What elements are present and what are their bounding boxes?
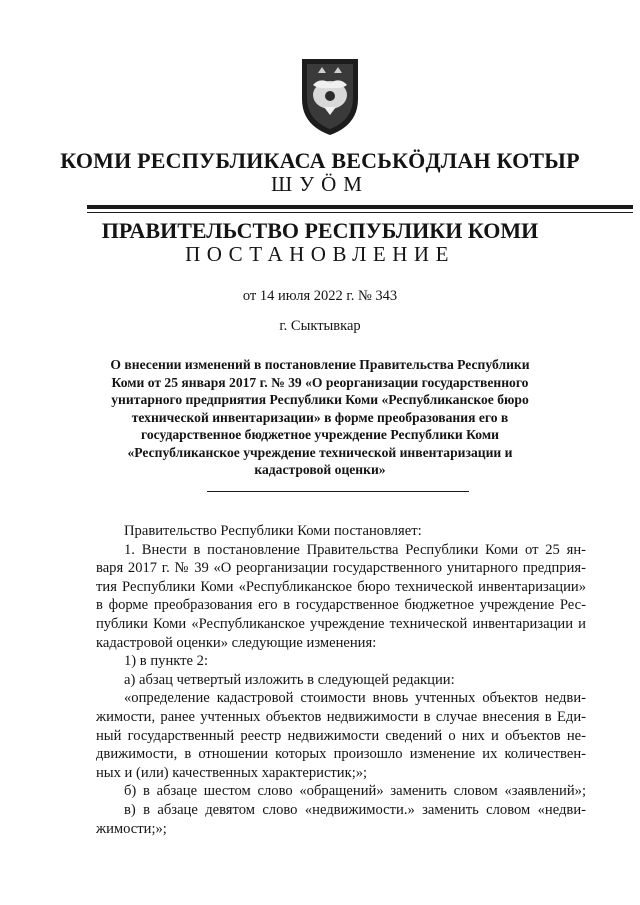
body-line: в форме преобразования его в государственное бюджетное учреждение Рес- <box>96 597 586 614</box>
title-line: «Республиканское учреждение технической инвентаризации и <box>127 444 513 460</box>
komi-document-type: ШУÖМ <box>271 172 369 196</box>
body-line: б) в абзаце шестом слово «обращений» заменить словом «заявлений»; <box>124 783 586 800</box>
body-line: тия Республики Коми «Республиканское бюро технической инвентаризации» <box>96 578 586 595</box>
body-line: 1) в пункте 2: <box>124 653 209 670</box>
title-line: унитарного предприятия Республики Коми «Республиканское бюро <box>111 392 529 407</box>
body-line: варя 2017 г. № 39 «О реорганизации государственного унитарного предприя- <box>96 560 586 577</box>
body-line: а) абзац четвертый изложить в следующей редакции: <box>124 671 455 688</box>
document-body <box>96 522 586 838</box>
title-line: государственное бюджетное учреждение Республики Коми <box>141 427 499 442</box>
title-line: О внесении изменений в постановление Правительства Республики <box>110 357 530 372</box>
coat-of-arms-emblem <box>298 55 362 137</box>
russian-document-type: ПОСТАНОВЛЕНИЕ <box>185 242 455 266</box>
body-line: 1. Внести в постановление Правительства Республики Коми от 25 ян- <box>124 541 586 558</box>
document-date-number: от 14 июля 2022 г. № 343 <box>242 288 398 304</box>
header-rule-thick <box>87 205 633 209</box>
title-underline <box>207 491 469 492</box>
body-line: Правительство Республики Коми постановляет: <box>124 523 422 539</box>
body-line: «определение кадастровой стоимости вновь учтенных объектов недви- <box>124 690 586 707</box>
body-line: публики Коми «Республиканское учреждение технической инвентаризации и <box>96 615 586 632</box>
body-line: ных и (или) качественных характеристик;»; <box>96 764 368 781</box>
komi-government-heading: КОМИ РЕСПУБЛИКАСА ВЕСЬКÖДЛАН КОТЫР <box>60 148 580 173</box>
title-line: кадастровой оценки» <box>254 462 386 477</box>
title-line: Коми от 25 января 2017 г. № 39 «О реорганизации государственного <box>111 374 529 390</box>
header-rule-thin <box>87 212 633 213</box>
body-line: жимости;»; <box>96 820 167 837</box>
title-line: технической инвентаризации» в форме преобразования его в <box>131 409 509 425</box>
body-line: жимости, ранее учтенных объектов недвижимости в случае внесения в Еди- <box>96 708 586 725</box>
russian-government-heading: ПРАВИТЕЛЬСТВО РЕСПУБЛИКИ КОМИ <box>101 218 539 243</box>
document-title <box>100 356 540 479</box>
body-line: ный государственный реестр недвижимости сведений о них и объектов не- <box>96 727 586 744</box>
body-line: движимости, в отношении которых произошло изменение их количествен- <box>96 746 586 763</box>
body-line: в) в абзаце девятом слово «недвижимости.» заменить словом «недви- <box>124 801 586 818</box>
body-line: кадастровой оценки» следующие изменения: <box>96 634 377 651</box>
document-city: г. Сыктывкар <box>279 318 361 334</box>
